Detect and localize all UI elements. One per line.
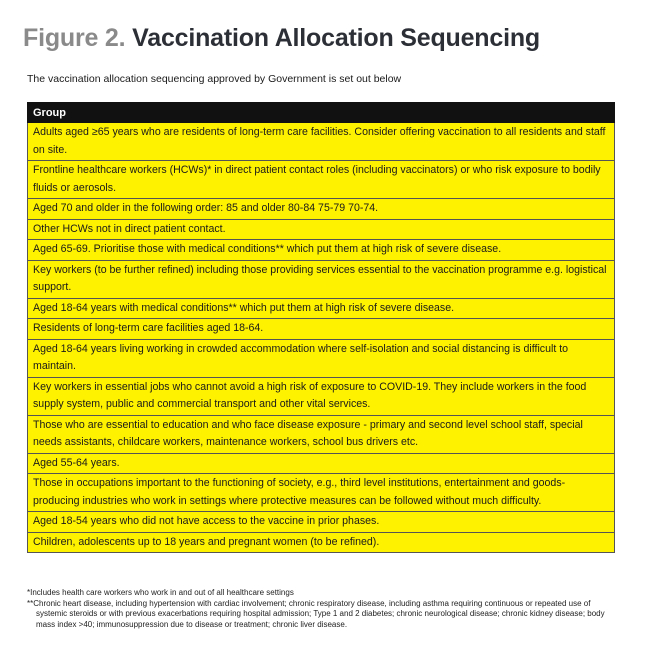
table-cell: Aged 18-54 years who did not have access to the vaccine in prior phases. [28, 512, 615, 533]
table-row [28, 161, 615, 199]
figure-title [23, 22, 540, 54]
table-cell: Key workers (to be further refined) including those providing services essential to the vaccination programme e.g. logistical support. [28, 260, 615, 298]
table-cell: Aged 18-64 years living working in crowded accommodation where self-isolation and social distancing is difficult to maintain. [28, 339, 615, 377]
figure-label: Figure 2. [23, 24, 126, 52]
column-header-group: Group [28, 103, 615, 123]
table-row [28, 532, 615, 553]
table-cell: Aged 65-69. Prioritise those with medical conditions** which put them at high risk of severe disease. [28, 240, 615, 261]
table-cell: Children, adolescents up to 18 years and pregnant women (to be refined). [28, 532, 615, 553]
table-row [28, 123, 615, 161]
table-row [28, 199, 615, 220]
table-cell: Those in occupations important to the functioning of society, e.g., third level institutions, entertainment and goods-producing industries who work in settings where protective measures can be followed without much difficulty. [28, 474, 615, 512]
table-row [28, 260, 615, 298]
table-cell: Aged 55-64 years. [28, 453, 615, 474]
table-row [28, 298, 615, 319]
table-row [28, 219, 615, 240]
allocation-table [27, 102, 615, 553]
table-row [28, 319, 615, 340]
table-cell: Adults aged ≥65 years who are residents of long-term care facilities. Consider offering vaccination to all residents and staff on site. [28, 123, 615, 161]
footnote-medical-conditions: **Chronic heart disease, including hypertension with cardiac involvement; chronic respiratory disease, including asthma requiring continuous or repeated use of systemic steroids or with previous exacerbations requiring hospital admission; Type 1 and 2 diabetes; chronic neurological disease; chronic kidney disease; body mass index >40; immunosuppression due to disease or treatment; chronic liver disease. [27, 598, 605, 629]
table-row [28, 415, 615, 453]
table-header-row [28, 103, 615, 123]
footnote-healthcare-workers: *Includes health care workers who work in and out of all healthcare settings [27, 588, 294, 597]
table-cell: Those who are essential to education and who face disease exposure - primary and second level school staff, special needs assistants, childcare workers, maintenance workers, school bus drivers etc. [28, 415, 615, 453]
table-row [28, 512, 615, 533]
table-cell: Aged 70 and older in the following order: 85 and older 80-84 75-79 70-74. [28, 199, 615, 220]
footnotes [27, 588, 619, 630]
table-cell: Aged 18-64 years with medical conditions** which put them at high risk of severe disease. [28, 298, 615, 319]
table-row [28, 339, 615, 377]
table-cell: Frontline healthcare workers (HCWs)* in direct patient contact roles (including vaccinators) or who risk exposure to bodily fluids or aerosols. [28, 161, 615, 199]
figure-name: Vaccination Allocation Sequencing [132, 24, 540, 52]
table-row [28, 453, 615, 474]
table-cell: Other HCWs not in direct patient contact. [28, 219, 615, 240]
table-row [28, 240, 615, 261]
table-row [28, 377, 615, 415]
table-cell: Key workers in essential jobs who cannot avoid a high risk of exposure to COVID-19. They include workers in the food supply system, public and commercial transport and other vital services. [28, 377, 615, 415]
table-row [28, 474, 615, 512]
table-cell: Residents of long-term care facilities aged 18-64. [28, 319, 615, 340]
intro-text: The vaccination allocation sequencing approved by Government is set out below [27, 73, 402, 85]
